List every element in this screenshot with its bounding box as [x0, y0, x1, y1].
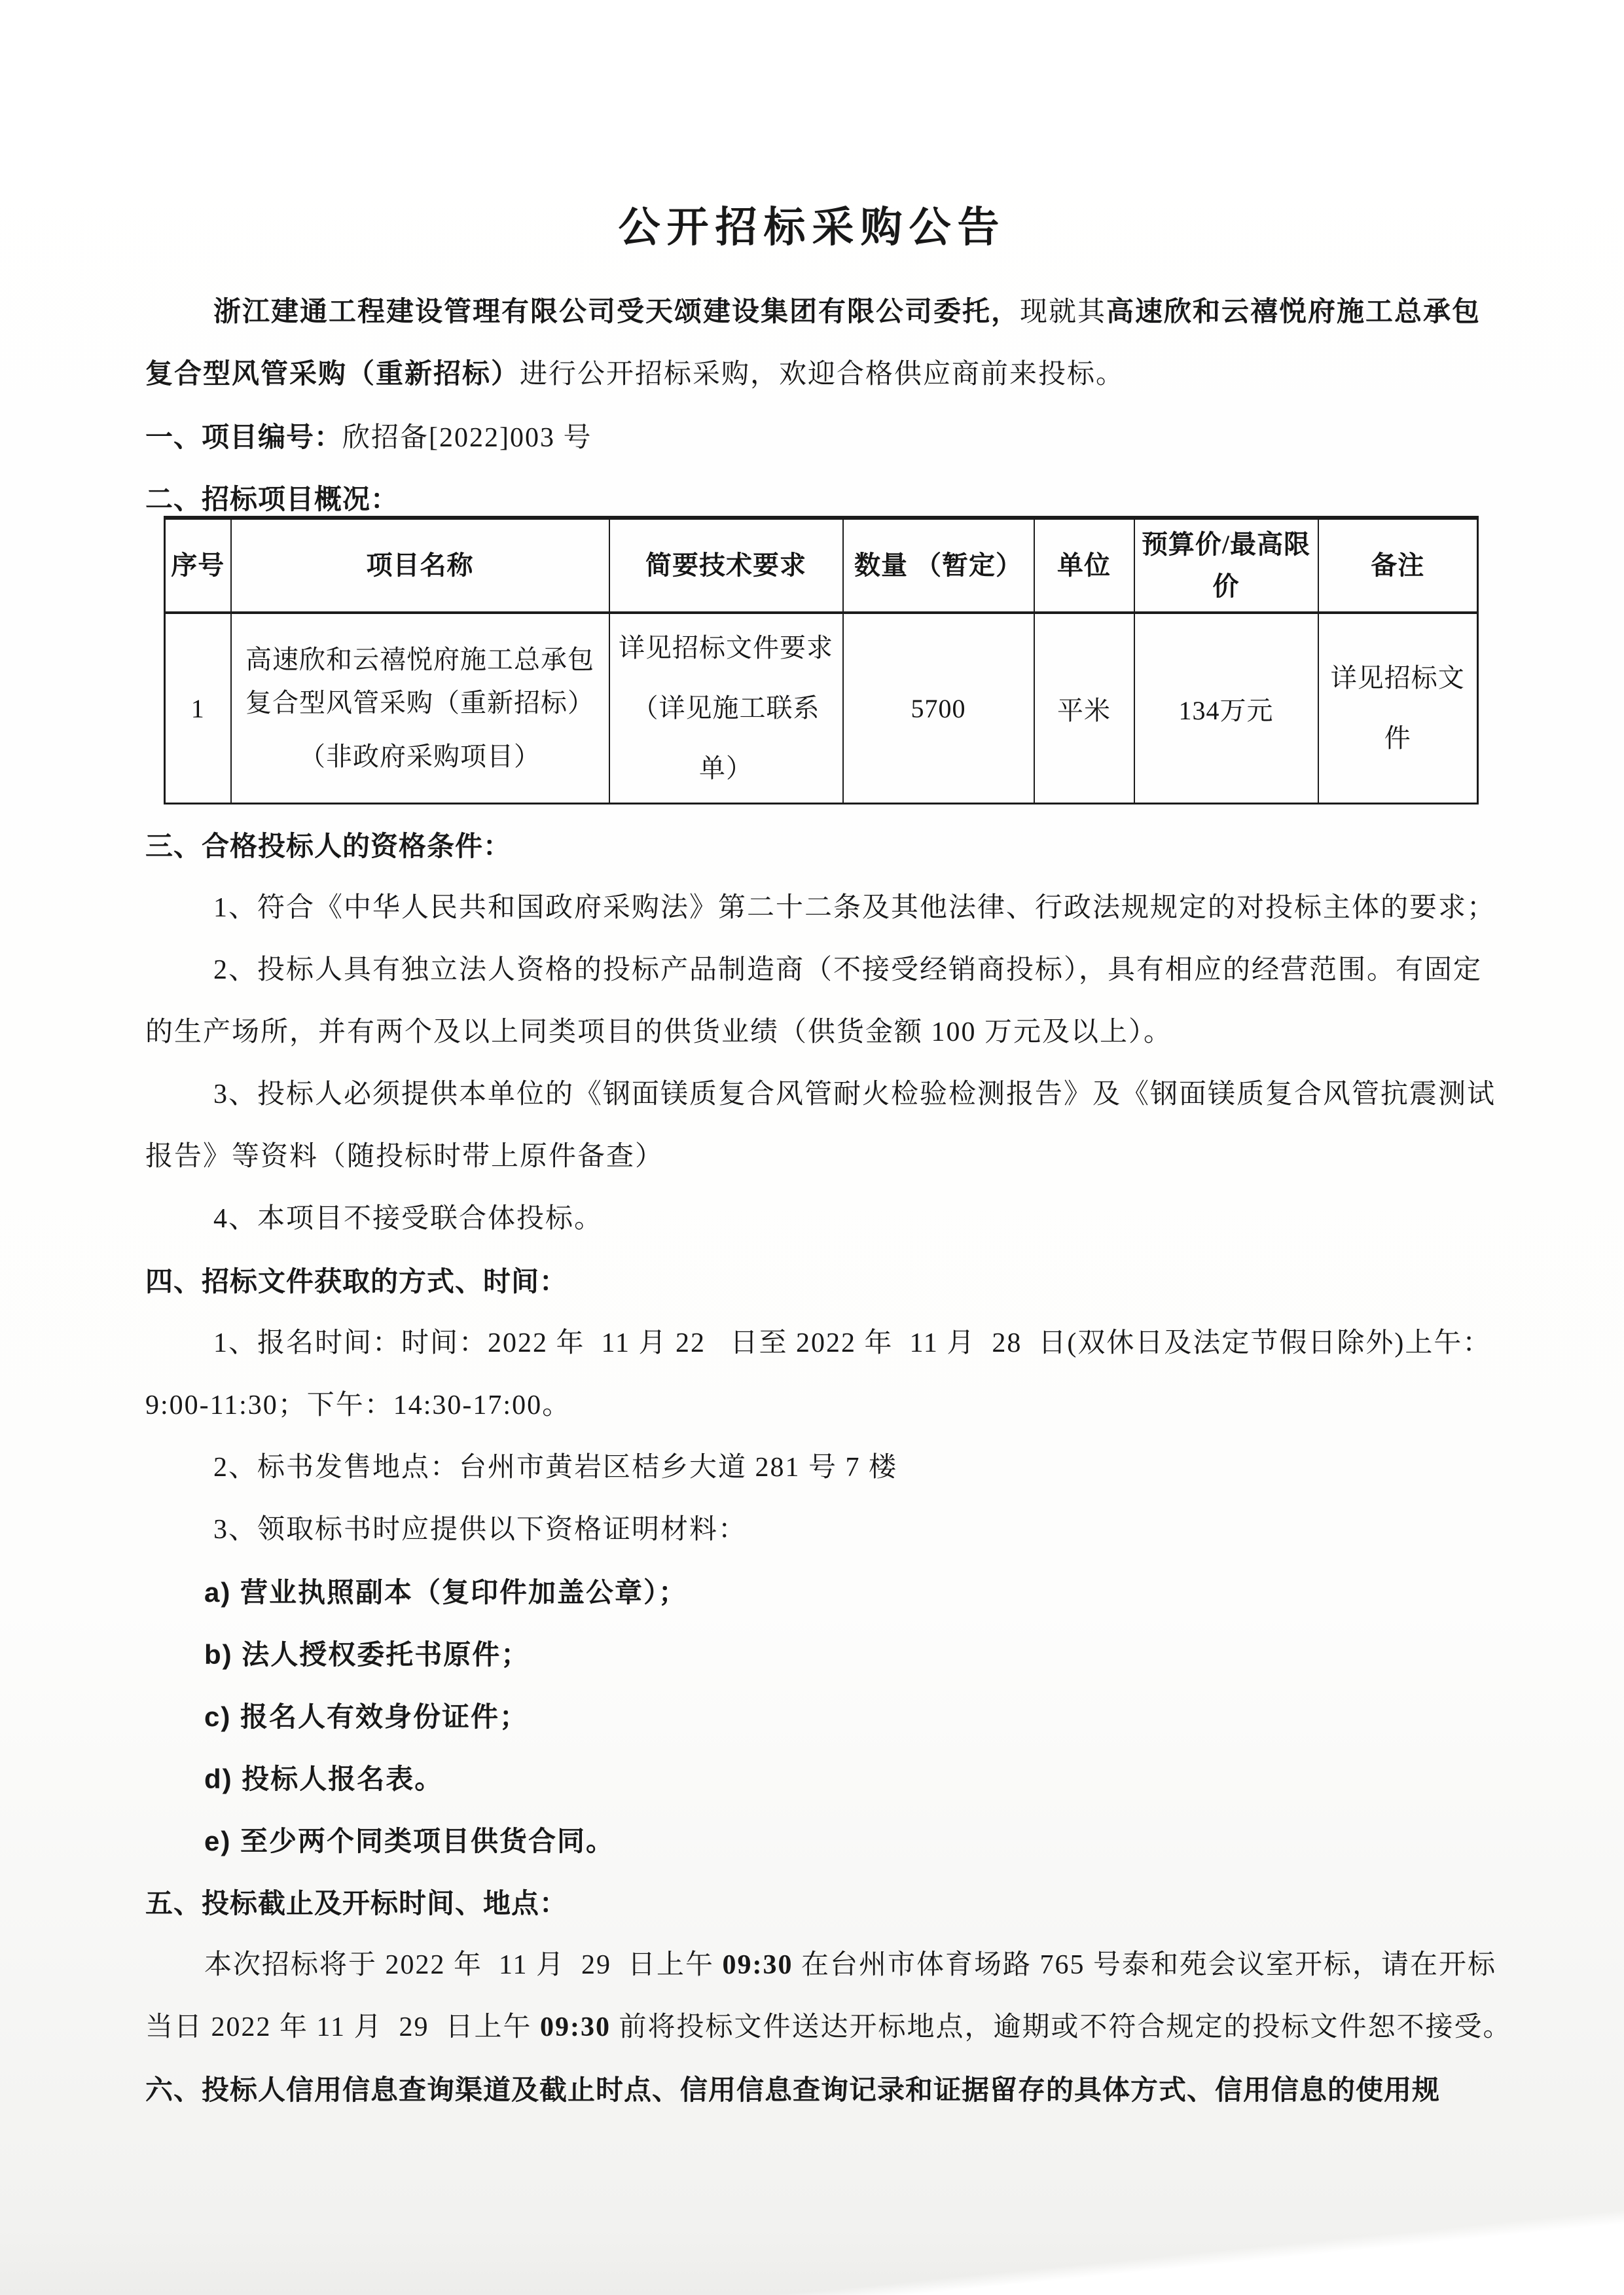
opening-location-text: 在台州市体育场路 765 号泰和苑会议室开标，请在开标 [793, 1950, 1496, 1980]
section-1 [145, 406, 1540, 468]
intro-project-name: 高速欣和云禧悦府施工总承包 [1106, 297, 1481, 327]
cell-tech-requirements: 详见招标文件要求（详见施工联系单） [609, 613, 843, 804]
section-4-heading: 四、招标文件获取的方式、时间： [145, 1266, 568, 1297]
section-4-sub-item-b: b) 法人授权委托书原件； [204, 1639, 530, 1670]
section-4-sub-item-d: d) 投标人报名表。 [204, 1763, 444, 1794]
intro-project-name-cont: 复合型风管采购（重新招标） [145, 359, 520, 389]
cell-project-name-sub: （非政府采购项目） [299, 742, 541, 771]
cell-budget-price: 134万元 [1134, 613, 1318, 804]
section-3-item-2-line-2: 的生产场所，并有两个及以上同类项目的供货业绩（供货金额 100 万元及以上）。 [145, 1017, 1173, 1047]
section-3-item-2-line-1: 2、投标人具有独立法人资格的投标产品制造商（不接受经销商投标），具有相应的经营范围。有固定 [213, 955, 1483, 985]
intro-entrust-text: 浙江建通工程建设管理有限公司受天颂建设集团有限公司委托， [213, 297, 1020, 327]
tender-overview-table [164, 516, 1479, 804]
section-3-item-3-line-2: 报告》等资料（随投标时带上原件备查） [145, 1142, 664, 1172]
intro-connector-text: 现就其 [1020, 297, 1107, 327]
deadline-date-text: 当日 2022 年 11 月 29 日上午 [145, 2012, 540, 2042]
col-header-seq: 序号 [165, 518, 231, 613]
deadline-note-text: 前将投标文件送达开标地点，逾期或不符合规定的投标文件恕不接受。 [610, 2012, 1512, 2042]
col-header-budget-price: 预算价/最高限价 [1134, 518, 1318, 613]
table-header-row [165, 518, 1478, 613]
intro-welcome-text: 进行公开招标采购，欢迎合格供应商前来投标。 [520, 359, 1125, 389]
section-4-item-2: 2、标书发售地点：台州市黄岩区桔乡大道 281 号 7 楼 [213, 1453, 898, 1483]
col-header-remarks: 备注 [1318, 518, 1478, 613]
section-4-sub-item-e: e) 至少两个同类项目供货合同。 [204, 1826, 615, 1856]
col-header-quantity: 数量 （暂定） [843, 518, 1034, 613]
cell-remarks: 详见招标文件 [1318, 613, 1478, 804]
intro-line-1 [145, 281, 1540, 344]
col-header-project-name: 项目名称 [231, 518, 609, 613]
doc-title: 公开招标采购公告 [618, 204, 1006, 251]
cell-project-name-main: 高速欣和云禧悦府施工总承包复合型风管采购（重新招标） [245, 645, 594, 717]
cell-seq: 1 [165, 613, 231, 804]
section-4-sub-item-c: c) 报名人有效身份证件； [204, 1701, 529, 1732]
section-3-heading: 三、合格投标人的资格条件： [145, 831, 512, 861]
section-1-label: 一、项目编号： [145, 422, 343, 452]
col-header-tech-requirements: 简要技术要求 [609, 518, 843, 613]
section-3-item-4: 4、本项目不接受联合体投标。 [213, 1204, 604, 1234]
section-4-sub-item-a: a) 营业执照副本（复印件加盖公章）； [204, 1577, 688, 1608]
intro-line-2 [145, 344, 1540, 406]
section-5-line-2 [145, 1997, 1540, 2059]
section-3-item-1: 1、符合《中华人民共和国政府采购法》第二十二条及其他法律、行政法规规定的对投标主体的要求； [213, 893, 1496, 923]
opening-date-text: 本次招标将于 2022 年 11 月 29 日上午 [204, 1950, 723, 1980]
cell-quantity: 5700 [843, 613, 1034, 804]
section-4-item-1-line-2: 9:00-11:30；下午：14:30-17:00。 [145, 1390, 571, 1420]
section-4-item-1-line-1: 1、报名时间：时间：2022 年 11 月 22 日至 2022 年 11 月 28 日(双休日及法定节假日除外)上午： [213, 1328, 1492, 1358]
deadline-time: 09:30 [539, 2012, 611, 2042]
scan-corner-artifact [773, 2210, 1624, 2295]
section-2-label: 二、招标项目概况： [145, 484, 399, 515]
table-row [165, 613, 1478, 804]
section-3-item-3-line-1: 3、投标人必须提供本单位的《钢面镁质复合风管耐火检验检测报告》及《钢面镁质复合风管抗震测试 [213, 1079, 1496, 1110]
section-5-line-1 [145, 1934, 1540, 1997]
cell-unit: 平米 [1034, 613, 1134, 804]
section-5-heading: 五、投标截止及开标时间、地点： [145, 1888, 568, 1919]
col-header-unit: 单位 [1034, 518, 1134, 613]
section-6-heading: 六、投标人信用信息查询渠道及截止时点、信用信息查询记录和证据留存的具体方式、信用信息的使用规 [145, 2074, 1441, 2105]
cell-project-name [231, 613, 609, 804]
section-4-item-3: 3、领取标书时应提供以下资格证明材料： [213, 1515, 748, 1545]
project-number-value: 欣招备[2022]003 号 [342, 423, 592, 453]
opening-time: 09:30 [722, 1950, 793, 1980]
